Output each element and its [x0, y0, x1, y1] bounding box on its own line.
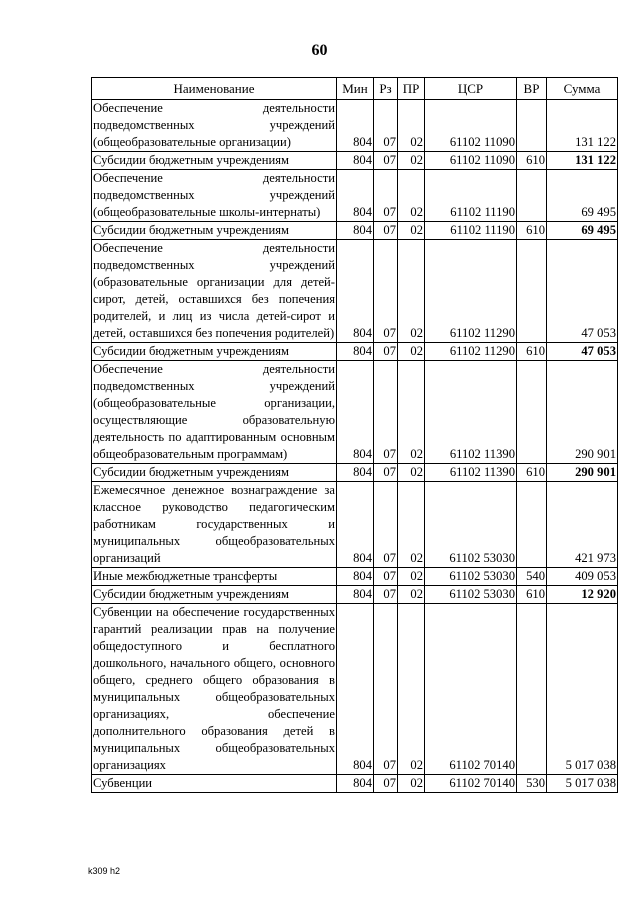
cell-min: 804: [337, 152, 374, 170]
cell-csr: 61102 53030: [425, 568, 517, 586]
table-row: [92, 100, 618, 152]
cell-min: 804: [337, 170, 374, 222]
table-header-row: [92, 78, 618, 100]
cell-csr: 61102 53030: [425, 482, 517, 568]
cell-vr: [517, 604, 547, 775]
header-name: Наименование: [92, 78, 337, 100]
cell-name: Обеспечение деятельности подведомственных учреждений (общеобразовательные организации): [92, 100, 337, 152]
cell-rz: 07: [374, 361, 398, 464]
cell-sum: 131 122: [547, 152, 618, 170]
cell-csr: 61102 11290: [425, 343, 517, 361]
cell-name: Иные межбюджетные трансферты: [92, 568, 337, 586]
header-vr: ВР: [517, 78, 547, 100]
cell-vr: [517, 361, 547, 464]
cell-csr: 61102 53030: [425, 586, 517, 604]
cell-rz: 07: [374, 170, 398, 222]
cell-csr: 61102 11390: [425, 464, 517, 482]
cell-name: Обеспечение деятельности подведомственных учреждений (общеобразовательные организации, осуществляющие образовательную деятельность по адаптированным основным общеобразовательным программам): [92, 361, 337, 464]
footer-code: k309 h2: [88, 866, 121, 876]
cell-pr: 02: [398, 222, 425, 240]
cell-name: Субсидии бюджетным учреждениям: [92, 152, 337, 170]
cell-rz: 07: [374, 222, 398, 240]
cell-vr: [517, 170, 547, 222]
cell-sum: 69 495: [547, 222, 618, 240]
cell-vr: 610: [517, 586, 547, 604]
budget-table: [91, 77, 618, 793]
cell-rz: 07: [374, 240, 398, 343]
cell-sum: 69 495: [547, 170, 618, 222]
table-row: [92, 568, 618, 586]
cell-min: 804: [337, 343, 374, 361]
cell-sum: 5 017 038: [547, 604, 618, 775]
cell-sum: 409 053: [547, 568, 618, 586]
header-pr: ПР: [398, 78, 425, 100]
cell-name: Ежемесячное денежное вознаграждение за классное руководство педагогическим работникам государственных и муниципальных общеобразовательных организаций: [92, 482, 337, 568]
cell-pr: 02: [398, 775, 425, 793]
cell-csr: 61102 11290: [425, 240, 517, 343]
cell-name: Субвенции на обеспечение государственных гарантий реализации прав на получение общедоступного и бесплатного дошкольного, начального общего, основного общего, среднего общего образования в муниципальных общеобразовательных организациях, обеспечение дополнительного образования детей в муниципальных общеобразовательных организациях: [92, 604, 337, 775]
cell-rz: 07: [374, 568, 398, 586]
cell-sum: 421 973: [547, 482, 618, 568]
cell-vr: 610: [517, 152, 547, 170]
cell-csr: 61102 11090: [425, 100, 517, 152]
cell-name: Субсидии бюджетным учреждениям: [92, 464, 337, 482]
cell-pr: 02: [398, 361, 425, 464]
cell-min: 804: [337, 604, 374, 775]
cell-pr: 02: [398, 604, 425, 775]
cell-rz: 07: [374, 775, 398, 793]
table-row: [92, 170, 618, 222]
cell-rz: 07: [374, 152, 398, 170]
cell-pr: 02: [398, 152, 425, 170]
cell-sum: 290 901: [547, 361, 618, 464]
cell-pr: 02: [398, 568, 425, 586]
cell-sum: 5 017 038: [547, 775, 618, 793]
cell-rz: 07: [374, 482, 398, 568]
header-csr: ЦСР: [425, 78, 517, 100]
header-sum: Сумма: [547, 78, 618, 100]
cell-sum: 131 122: [547, 100, 618, 152]
cell-sum: 12 920: [547, 586, 618, 604]
cell-min: 804: [337, 586, 374, 604]
table-row: [92, 222, 618, 240]
cell-vr: [517, 482, 547, 568]
table-row: [92, 482, 618, 568]
cell-min: 804: [337, 482, 374, 568]
cell-rz: 07: [374, 343, 398, 361]
header-min: Мин: [337, 78, 374, 100]
cell-min: 804: [337, 100, 374, 152]
cell-csr: 61102 11090: [425, 152, 517, 170]
cell-rz: 07: [374, 100, 398, 152]
cell-vr: 610: [517, 343, 547, 361]
cell-pr: 02: [398, 464, 425, 482]
cell-name: Субвенции: [92, 775, 337, 793]
table-row: [92, 152, 618, 170]
cell-name: Субсидии бюджетным учреждениям: [92, 586, 337, 604]
cell-pr: 02: [398, 586, 425, 604]
cell-pr: 02: [398, 170, 425, 222]
cell-pr: 02: [398, 240, 425, 343]
table-body: [92, 100, 618, 793]
header-rz: Рз: [374, 78, 398, 100]
cell-min: 804: [337, 775, 374, 793]
cell-vr: 610: [517, 464, 547, 482]
cell-rz: 07: [374, 586, 398, 604]
cell-vr: 610: [517, 222, 547, 240]
cell-min: 804: [337, 464, 374, 482]
table-row: [92, 775, 618, 793]
table-row: [92, 586, 618, 604]
cell-vr: 530: [517, 775, 547, 793]
cell-vr: 540: [517, 568, 547, 586]
cell-csr: 61102 70140: [425, 775, 517, 793]
cell-name: Субсидии бюджетным учреждениям: [92, 343, 337, 361]
cell-sum: 290 901: [547, 464, 618, 482]
cell-pr: 02: [398, 343, 425, 361]
cell-csr: 61102 11390: [425, 361, 517, 464]
cell-vr: [517, 240, 547, 343]
cell-csr: 61102 70140: [425, 604, 517, 775]
table-row: [92, 343, 618, 361]
table-row: [92, 240, 618, 343]
cell-pr: 02: [398, 482, 425, 568]
cell-sum: 47 053: [547, 240, 618, 343]
cell-min: 804: [337, 222, 374, 240]
page-number: 60: [311, 42, 328, 59]
cell-csr: 61102 11190: [425, 170, 517, 222]
cell-name: Субсидии бюджетным учреждениям: [92, 222, 337, 240]
cell-min: 804: [337, 568, 374, 586]
cell-vr: [517, 100, 547, 152]
cell-name: Обеспечение деятельности подведомственных учреждений (общеобразовательные школы-интернаты): [92, 170, 337, 222]
cell-rz: 07: [374, 464, 398, 482]
table-row: [92, 464, 618, 482]
cell-min: 804: [337, 361, 374, 464]
table-row: [92, 361, 618, 464]
cell-name: Обеспечение деятельности подведомственных учреждений (образовательные организации для детей-сирот, детей, оставшихся без попечения родителей, и лиц из числа детей-сирот и детей, оставшихся без попечения родителей): [92, 240, 337, 343]
cell-sum: 47 053: [547, 343, 618, 361]
table-row: [92, 604, 618, 775]
cell-min: 804: [337, 240, 374, 343]
cell-rz: 07: [374, 604, 398, 775]
cell-csr: 61102 11190: [425, 222, 517, 240]
cell-pr: 02: [398, 100, 425, 152]
